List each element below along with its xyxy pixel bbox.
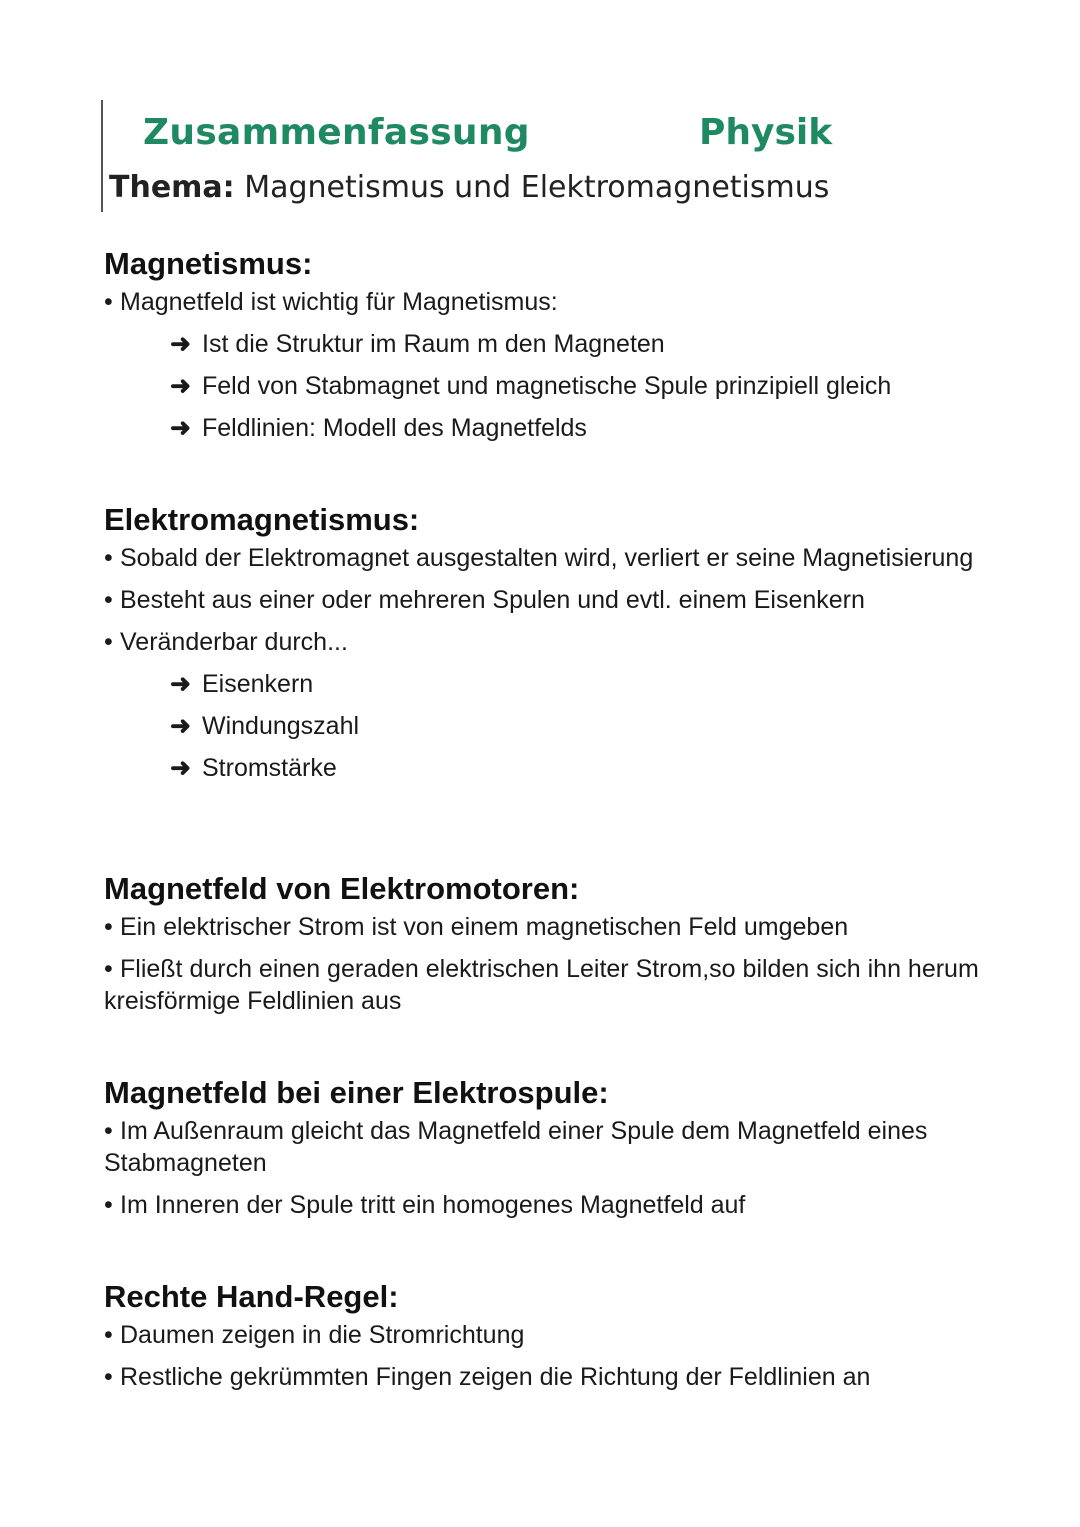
- bullet-icon: •: [104, 1363, 113, 1391]
- section-elektromagnetismus: [104, 500, 984, 784]
- section-heading: Magnetismus:: [104, 246, 313, 281]
- topic-line: [109, 170, 829, 205]
- list-item: • Besteht aus einer oder mehreren Spulen und evtl. einem Eisenkern: [104, 586, 865, 614]
- arrow-list-item: ➜ Feldlinien: Modell des Magnetfelds: [170, 414, 587, 442]
- list-item: • Magnetfeld ist wichtig für Magnetismus:: [104, 288, 558, 316]
- subject-title: Physik: [699, 112, 833, 153]
- bullet-icon: •: [104, 1117, 113, 1145]
- arrow-list-item: ➜ Windungszahl: [170, 712, 360, 740]
- arrow-right-icon: ➜: [170, 414, 191, 442]
- list-item: • Restliche gekrümmten Fingen zeigen die Richtung der Feldlinien an: [104, 1363, 871, 1391]
- section-heading: Magnetfeld bei einer Elektrospule:: [104, 1075, 609, 1110]
- section-elektrospule: [104, 1073, 984, 1221]
- section-heading: Elektromagnetismus:: [104, 502, 420, 537]
- arrow-right-icon: ➜: [170, 372, 191, 400]
- arrow-right-icon: ➜: [170, 330, 191, 358]
- arrow-list-item: ➜ Eisenkern: [170, 670, 314, 698]
- list-item: • Veränderbar durch...: [104, 628, 348, 656]
- arrow-right-icon: ➜: [170, 754, 191, 782]
- bullet-icon: •: [104, 1191, 113, 1219]
- header-margin-line: [101, 100, 103, 212]
- bullet-icon: •: [104, 586, 113, 614]
- list-item: • Fließt durch einen geraden elektrischen Leiter Strom,so bilden sich ihn herum kreisförmige Feldlinien aus: [104, 955, 979, 1015]
- section-heading: Rechte Hand-Regel:: [104, 1279, 399, 1314]
- bullet-icon: •: [104, 955, 113, 983]
- list-item: • Ein elektrischer Strom ist von einem magnetischen Feld umgeben: [104, 913, 849, 941]
- document-title: Zusammenfassung: [143, 112, 530, 153]
- bullet-icon: •: [104, 1321, 113, 1349]
- bullet-icon: •: [104, 544, 113, 572]
- arrow-list-item: ➜ Ist die Struktur im Raum m den Magneten: [170, 330, 665, 358]
- bullet-icon: •: [104, 913, 113, 941]
- list-item: • Sobald der Elektromagnet ausgestalten wird, verliert er seine Magnetisierung: [104, 544, 974, 572]
- list-item: • Im Inneren der Spule tritt ein homogenes Magnetfeld auf: [104, 1191, 746, 1219]
- arrow-list-item: ➜ Feld von Stabmagnet und magnetische Spule prinzipiell gleich: [170, 372, 892, 400]
- bullet-icon: •: [104, 288, 113, 316]
- section-heading: Magnetfeld von Elektromotoren:: [104, 871, 580, 906]
- section-elektromotoren: [104, 869, 984, 1017]
- topic-label: Thema:: [109, 170, 235, 205]
- list-item: • Im Außenraum gleicht das Magnetfeld einer Spule dem Magnetfeld eines Stabmagneten: [104, 1117, 928, 1177]
- section-rechte-hand-regel: [104, 1277, 984, 1393]
- arrow-list-item: ➜ Stromstärke: [170, 754, 337, 782]
- document-header: [101, 100, 1001, 212]
- arrow-right-icon: ➜: [170, 670, 191, 698]
- list-item: • Daumen zeigen in die Stromrichtung: [104, 1321, 525, 1349]
- arrow-right-icon: ➜: [170, 712, 191, 740]
- section-magnetismus: [104, 244, 984, 444]
- topic-text: Magnetismus und Elektromagnetismus: [244, 170, 830, 205]
- bullet-icon: •: [104, 628, 113, 656]
